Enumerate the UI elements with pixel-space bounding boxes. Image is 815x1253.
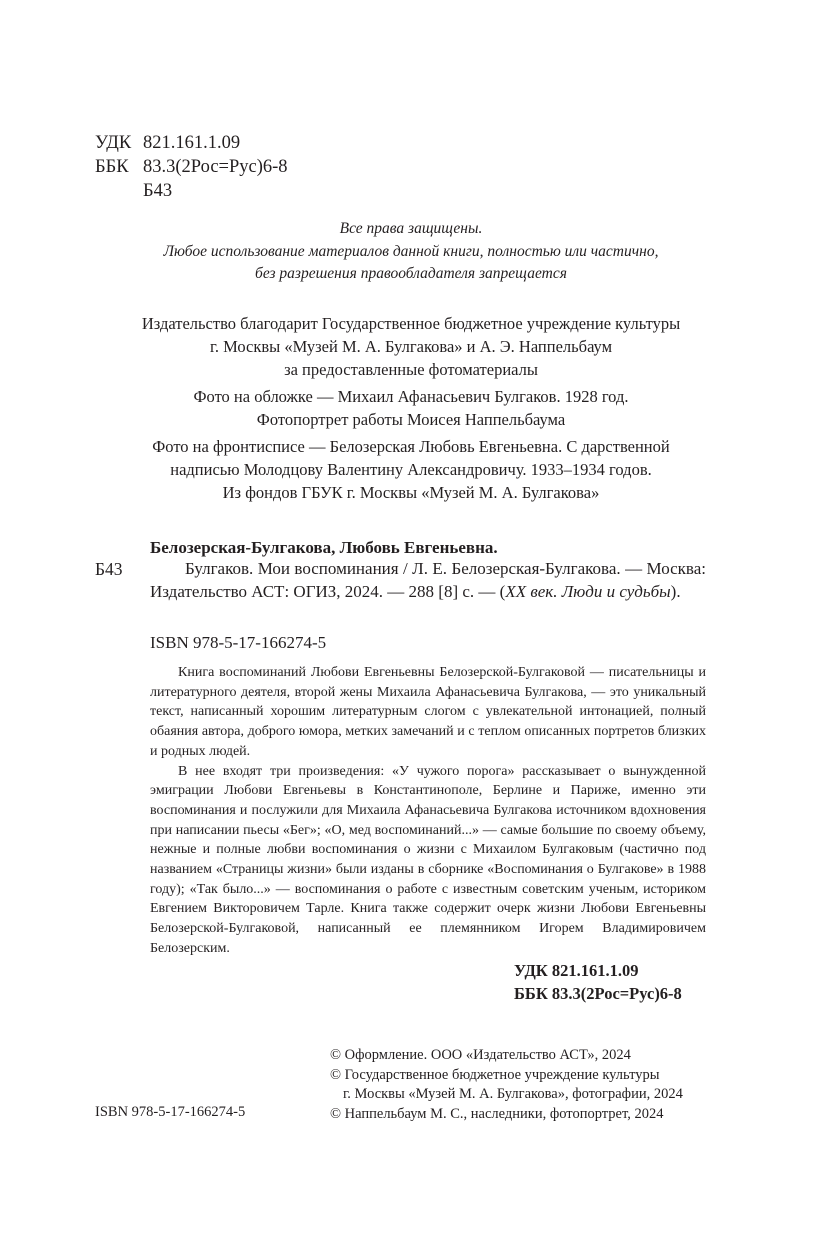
acknowledgement-line-2: г. Москвы «Музей М. А. Булгакова» и А. Э. Наппельбаум [209, 337, 613, 356]
classification-codes [95, 131, 288, 203]
copyright-line-4: © Наппельбаум М. С., наследники, фотопортрет, 2024 [330, 1105, 664, 1122]
acknowledgement-line-1: Издательство благодарит Государственное бюджетное учреждение культуры [141, 314, 681, 333]
bbk-bold: ББК 83.3(2Рос=Рус)6-8 [514, 983, 682, 1003]
rights-line-3: без разрешения правообладателя запрещается [255, 265, 567, 282]
isbn-bottom: ISBN 978-5-17-166274-5 [95, 1104, 246, 1120]
udk-value: 821.161.1.09 [143, 133, 241, 153]
bibliographic-author-heading: Белозерская-Булгакова, Любовь Евгеньевна. [150, 538, 498, 557]
rights-line-2: Любое использование материалов данной книги, полностью или частично, [163, 242, 659, 260]
rights-notice [60, 218, 762, 286]
annotation-paragraph-2: В нее входят три произведения: «У чужого порога» рассказывает о вынужденной эмиграции Любови Евгеньевы в Константинополе, Берлине и Париже, именно эти воспоминания и послужили для Михаила Афанасьевича Булгакова источником вдохновения при написании пьесы «Бег»; «О, мед воспоминаний...» — самые большие по своему объему, нежные и полные любви воспоминания о жизни с Михаилом Булгаковым (частично под названием «Страницы жизни» были изданы в сборнике «Воспоминания о Булгакове» в 1988 году); «Так было...» — воспоминания о работе с известным советским ученым, историком Евгением Викторовичем Тарле. Книга также содержит очерк жизни Любови Евгеньевны Белозерской-Булгаковой, написанный ее племянником Игорем Владимировичем Белозерским. [150, 763, 706, 956]
copyright-line-1: © Оформление. ООО «Издательство АСТ», 2024 [330, 1047, 631, 1063]
cover-photo-line-2: Фотопортрет работы Моисея Наппельбаума [256, 410, 566, 429]
isbn: ISBN 978-5-17-166274-5 [150, 633, 327, 652]
bbk-label: ББК [95, 157, 129, 177]
bibliographic-author-mark: Б43 [95, 559, 123, 579]
author-mark-row [95, 179, 288, 203]
udk-bold: УДК 821.161.1.09 [514, 961, 639, 980]
description-text: Булгаков. Мои воспоминания / Л. Е. Белозерская-Булгакова. — Москва: Издательство АСТ: ОГИЗ, 2024. — 288 [8] с. — ( [150, 559, 706, 601]
description-end: ). [670, 581, 681, 601]
copyright-notices [330, 1046, 683, 1124]
frontispiece-line-2: надписью Молодцову Валентину Александровичу. 1933–1934 годов. [170, 460, 652, 479]
acknowledgement [60, 312, 762, 381]
copyright-line-3: г. Москвы «Музей М. А. Булгакова», фотографии, 2024 [343, 1086, 683, 1102]
udk-label: УДК [95, 133, 132, 153]
annotation [150, 663, 706, 959]
frontispiece-photo-credit [60, 435, 762, 504]
series-title: XX век. Люди и судьбы [505, 581, 671, 601]
annotation-paragraph-1: Книга воспоминаний Любови Евгеньевны Белозерской-Булгаковой — писательницы и литературного деятеля, второй жены Михаила Афанасьевича Булгакова, — это уникальный текст, написанный хорошим литературным слогом с увлекательной интонацией, полный обаяния автора, доброго юмора, метких замечаний и с теплом описанных портретов близких и родных людей. [150, 665, 706, 759]
frontispiece-line-3: Из фондов ГБУК г. Москвы «Музей М. А. Булгакова» [222, 483, 600, 502]
frontispiece-line-1: Фото на фронтисписе — Белозерская Любовь Евгеньевна. С дарственной [152, 437, 670, 456]
cover-photo-line-1: Фото на обложке — Михаил Афанасьевич Булгаков. 1928 год. [193, 387, 629, 406]
classification-bold [480, 960, 706, 1005]
author-mark: Б43 [143, 181, 173, 201]
udk-row [95, 131, 288, 155]
bibliographic-description [150, 558, 706, 603]
copyright-line-2: © Государственное бюджетное учреждение культуры [330, 1066, 660, 1083]
bbk-value: 83.3(2Рос=Рус)6-8 [143, 157, 288, 177]
acknowledgement-line-3: за предоставленные фотоматериалы [284, 360, 538, 379]
rights-line-1: Все права защищены. [339, 220, 483, 237]
bbk-row [95, 155, 288, 179]
cover-photo-credit [60, 385, 762, 431]
